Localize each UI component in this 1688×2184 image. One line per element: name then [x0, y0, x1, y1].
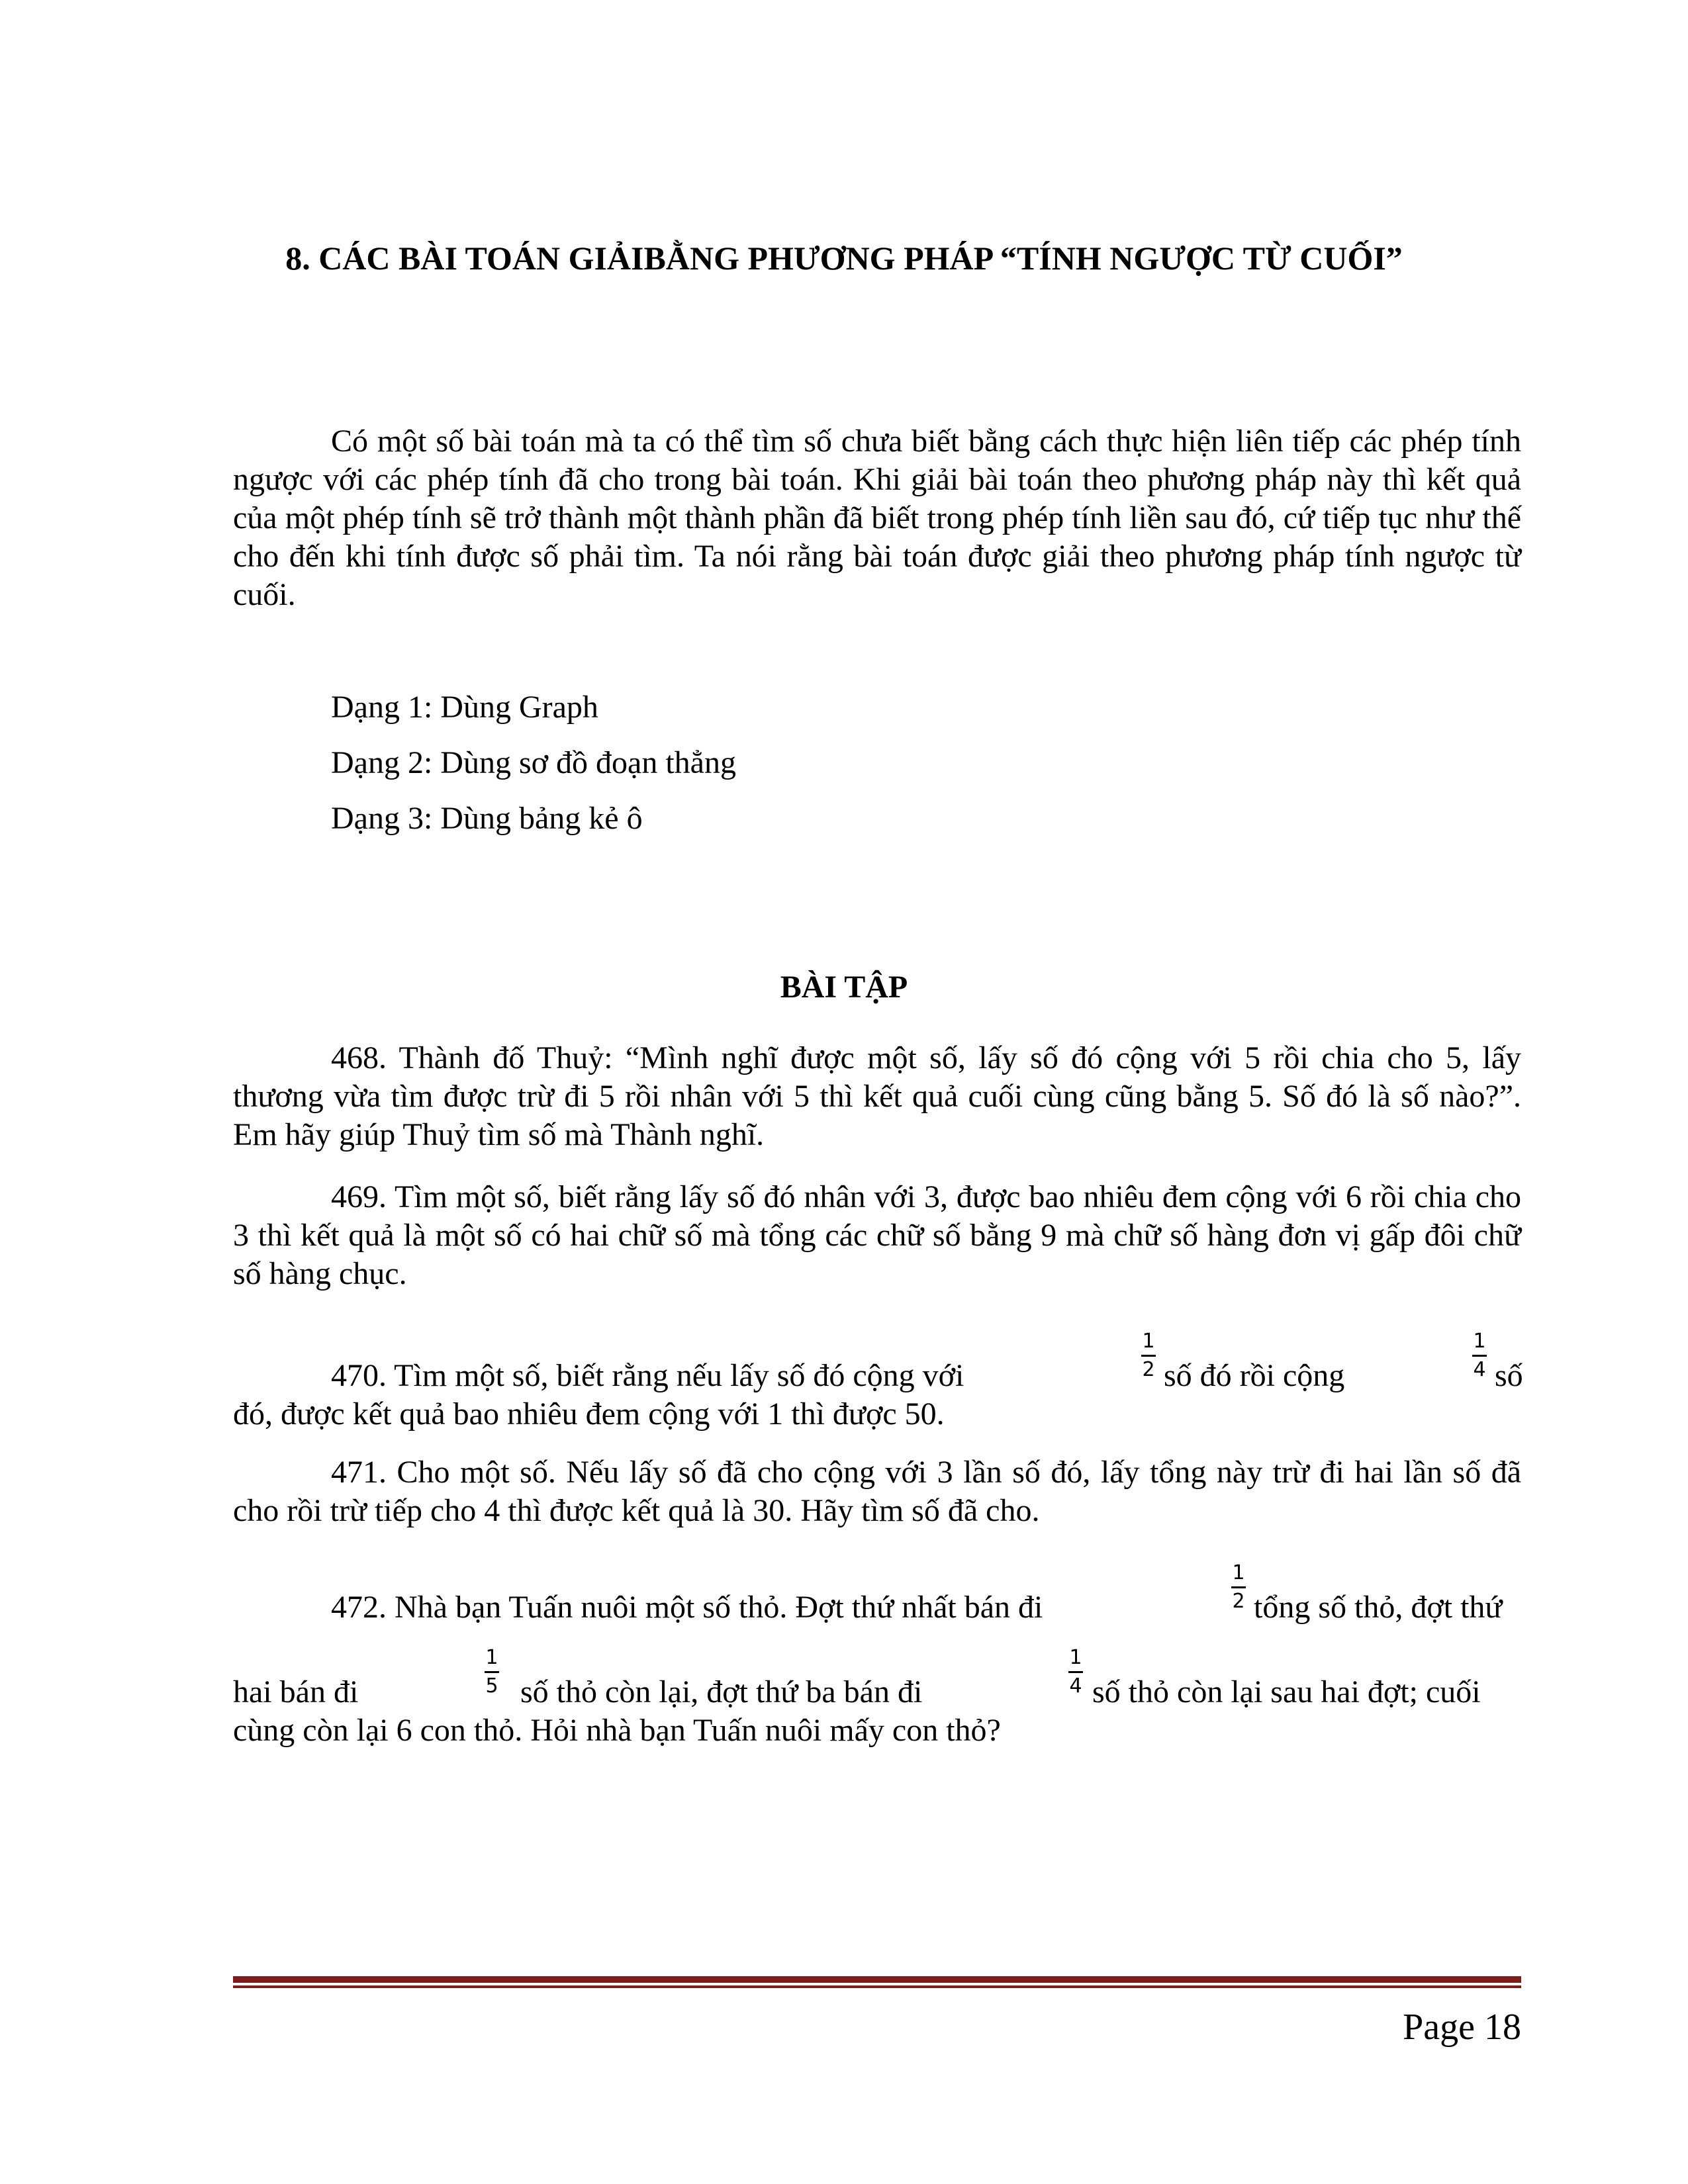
page-number: Page 18	[1403, 2007, 1521, 2048]
exercise-469-text: 469. Tìm một số, biết rằng lấy số đó nhân với 3, được bao nhiêu đem cộng với 6 rồi chia cho 3 thì kết quả là một số có hai chữ số mà tổng các chữ số bằng 9 mà chữ số hàng đơn vị gấp đôi chữ số hàng chục.	[233, 1179, 1521, 1291]
exercise-470-part1: 470. Tìm một số, biết rằng nếu lấy số đó cộng với	[331, 1358, 964, 1393]
fraction-numerator: 1	[1232, 1561, 1245, 1584]
fraction-bar	[1068, 1671, 1083, 1673]
fraction-bar	[485, 1671, 499, 1673]
fraction-numerator: 1	[1473, 1330, 1486, 1353]
exercise-469	[233, 1178, 1521, 1293]
fraction-quarter	[1470, 1330, 1489, 1381]
chapter-title: 8. CÁC BÀI TOÁN GIẢIBẰNG PHƯƠNG PHÁP “TÍNH NGƯỢC TỪ CUỐI”	[285, 240, 1403, 277]
exercise-472-part2: tổng số thỏ, đợt thứ	[1254, 1590, 1503, 1625]
exercise-468-text: 468. Thành đố Thuỷ: “Mình nghĩ được một số, lấy số đó cộng với 5 rồi chia cho 5, lấy thương vừa tìm được trừ đi 5 rồi nhân với 5 thì kết quả cuối cùng cũng bằng 5. Số đó là số nào?”. Em hãy giúp Thuỷ tìm số mà Thành nghĩ.	[233, 1040, 1521, 1152]
type-item-2: Dạng 2: Dùng sơ đồ đoạn thẳng	[331, 745, 736, 780]
fraction-quarter	[1066, 1647, 1086, 1698]
footer-divider	[233, 1976, 1521, 1983]
fraction-denominator: 2	[1232, 1590, 1245, 1613]
fraction-half	[1229, 1562, 1248, 1613]
fraction-half	[1139, 1330, 1158, 1381]
fraction-numerator: 1	[1069, 1646, 1082, 1669]
fraction-denominator: 2	[1142, 1358, 1155, 1381]
fraction-denominator: 5	[485, 1674, 498, 1698]
intro-text: Có một số bài toán mà ta có thể tìm số chưa biết bằng cách thực hiện liên tiếp các phép tính ngược với các phép tính đã cho trong bài toán. Khi giải bài toán theo phương pháp này thì kết quả của một phép tính sẽ trở thành một thành phần đã biết trong phép tính liền sau đó, cứ tiếp tục như thế cho đến khi tính được số phải tìm. Ta nói rằng bài toán được giải theo phương pháp tính ngược từ cuối.	[233, 424, 1521, 612]
footer-divider-thin	[233, 1985, 1521, 1988]
exercise-470-line2: đó, được kết quả bao nhiêu đem cộng với 1 thì được 50.	[233, 1396, 945, 1432]
exercise-471-text: 471. Cho một số. Nếu lấy số đã cho cộng với 3 lần số đó, lấy tổng này trừ đi hai lần số đã cho rồi trừ tiếp cho 4 thì được kết quả là 30. Hãy tìm số đã cho.	[233, 1455, 1521, 1528]
fraction-bar	[1472, 1355, 1487, 1357]
exercise-472-line2a: hai bán đi	[233, 1674, 359, 1709]
exercise-472-line2c: số thỏ còn lại sau hai đợt; cuối	[1092, 1674, 1481, 1709]
fraction-fifth	[482, 1647, 502, 1698]
fraction-numerator: 1	[1142, 1330, 1155, 1353]
fraction-denominator: 4	[1069, 1674, 1082, 1698]
fraction-denominator: 4	[1473, 1358, 1486, 1381]
exercise-471	[233, 1453, 1521, 1530]
intro-paragraph	[233, 422, 1521, 614]
fraction-bar	[1141, 1355, 1156, 1357]
exercise-470-part2: số đó rồi cộng	[1164, 1358, 1345, 1393]
type-item-3: Dạng 3: Dùng bảng kẻ ô	[331, 801, 643, 836]
exercises-heading: BÀI TẬP	[780, 970, 908, 1005]
fraction-bar	[1231, 1586, 1246, 1588]
fraction-numerator: 1	[485, 1646, 498, 1669]
exercise-470-part3: số	[1495, 1358, 1523, 1393]
exercise-472-line3: cùng còn lại 6 con thỏ. Hỏi nhà bạn Tuấn nuôi mấy con thỏ?	[233, 1713, 1001, 1748]
exercise-472-line2b: số thỏ còn lại, đợt thứ ba bán đi	[520, 1674, 923, 1709]
exercise-472-part1: 472. Nhà bạn Tuấn nuôi một số thỏ. Đợt thứ nhất bán đi	[331, 1590, 1043, 1625]
type-item-1: Dạng 1: Dùng Graph	[331, 690, 598, 725]
exercise-468	[233, 1039, 1521, 1154]
